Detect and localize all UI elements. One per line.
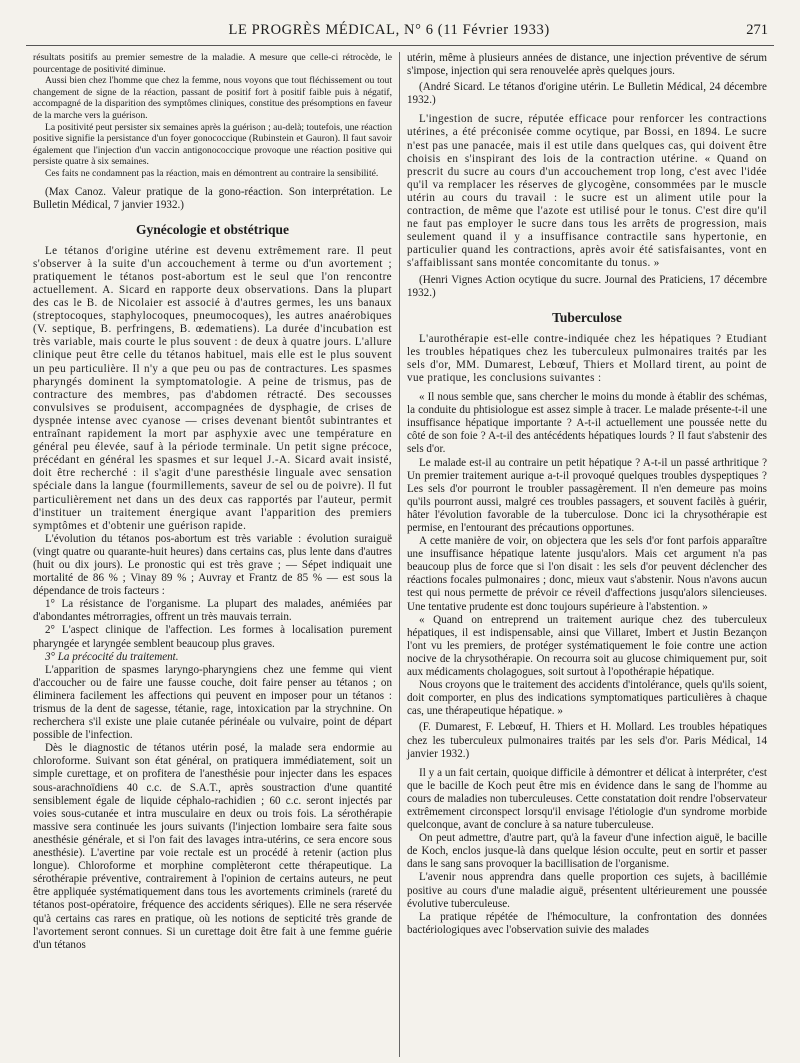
citation-vignes: (Henri Vignes Action ocytique du sucre. Journal des Praticiens, 17 décembre 1932.) [407,273,767,299]
tetanos-paragraph: Le tétanos d'origine utérine est devenu extrêmement rare. Il peut s'observer à la suite d'un accouchement à terme ou d'un avortement ; pratiquement le tétanos post-abortum est le seul que l'on rencontre actuellement. A. Sicard en rapporte deux observations. Dans la plupart des cas le B. de Nicolaier est associé à d'autres germes, les uns banaux (streptocoques, staphylocoques, pneumocoques), les autres anaérobiques (V. septique, B. perfringens, B. œdematiens). La durée d'incubation est très variable, mais courte le plus souvent : de deux à quatre jours. L'allure clinique peut être celle du tétanos habituel, mais elle est le plus souvent un peu particulière. Il n'y a que peu ou pas de contractures. Les spasmes pharyngés dominent la symptomatologie. A peine de trismus, pas de contracture des membres, pas d'abdomen rétracté. Des secousses convulsives se produisent, accompagnées de dysphagie, de crises de dyspnée intense avec cyanose — crises devenant bientôt subintrantes et entraînant rapidement la mort par asphyxie avec une température en général peu élevée, sauf à la période terminale. Un petit signe précoce, précédant en général les spasmes et sur lequel J.-A. Sicard avait insisté, doit être recherché : il s'agit d'une paresthésie linguale avec sensation spéciale dans la langue (fourmillements, saveur de sel ou de poivre). Il fut particulièrement net dans un des deux cas rapportés par l'auteur, permit d'instituer un traitement énergique avant l'apparition des premiers symptômes et d'obtenir une guérison rapide. [33,244,392,532]
diagnostic-paragraph: L'apparition de spasmes laryngo-pharyngiens chez une femme qui vient d'accoucher ou de faire une fausse couche, doit faire penser au tétanos ; on éliminera facilement les affections qui peuvent en imposer pour un tétanos : trismus de la dent de sagesse, tétanie, rage, intoxication par la strychnine. On recherchera s'il existe une plaie cutanée périnéale ou vulvaire, point de départ possible de l'infection. [33,663,392,742]
koch-paragraph-3: L'avenir nous apprendra dans quelle proportion ces sujets, à bacillémie positive au cours d'une maladie aiguë, présentent ultérieurement une poussée évolutive tuberculeuse. [407,871,767,910]
aurotherapie-quote-2: Le malade est-il au contraire un petit hépatique ? A-t-il un passé arthritique ? Un premier traitement aurique a-t-il provoqué quelques troubles dyspeptiques ? Les sels d'or pourront le troubler passagèrement. Il n'en demeure pas moins qu'ils pourront aussi, malgré ces troubles passagers, et souvent facilès à guérir, hâter l'évolution favorable de la tuberculose. Donc ici la chrysothérapie est permise, en l'entourant des précautions opportunes. [407,456,767,534]
sucre-paragraph: L'ingestion de sucre, réputée efficace pour renforcer les contractions utérines, a été préconisée comme ocytique, par Bossi, en 1894. Le sucre n'est pas une panacée, mais il est utile dans quelques cas, qui doivent être choisis en s'inspirant des lois de la contraction utérine. « Quand on prescrit du sucre au cours d'un accouchement trop long, c'est avec l'idée qu'il va remplacer les réserves de glycogène, consommées par le muscle utérin au cours du travail : le sucre est un aliment utile pour la contraction, de même que l'azote est utilisé pour le tonus. C'est dire qu'il ne faut pas employer le sucre dans tous les arrêts de progression, mais seulement quand il y a insuffisance contractile sans hypertonie, en particulier quand les contractions, après avoir été satisfaisantes, vont en s'affaiblissant sans montée concomitante du tonus. » [407,113,767,270]
page-number: 271 [746,22,768,38]
gono-text-2: Aussi bien chez l'homme que chez la femme, nous voyons que tout fléchissement ou tout changement de signe de la réaction, passant de positif fort à positif faible puis à négatif, accompagné de la disparition des symptômes cliniques, constitue des présomptions en faveur de la marche vers la guérison. [33,75,392,121]
citation-gono: (Max Canoz. Valeur pratique de la gono-réaction. Son interprétation. Le Bulletin Médical, 7 janvier 1932.) [33,185,392,211]
gono-text-4: Ces faits ne condamnent pas la réaction, mais en démontrent au contraire la sensibilité. [45,167,379,179]
factor-2: 2° L'aspect clinique de l'affection. Les formes à localisation purement pharyngée et laryngée semblent beaucoup plus graves. [33,624,392,650]
right-column [400,52,774,1057]
factor-1: 1° La résistance de l'organisme. La plupart des malades, anémiées par d'abondantes métrorragies, offrent un très mauvais terrain. [33,598,392,624]
section-title-gynecologie: Gynécologie et obstétrique [136,221,289,237]
aurotherapie-quote-4: « Quand on entreprend un traitement aurique chez des tuberculeux hépatiques, il est indispensable, ainsi que Villaret, Imbert et Justin Bezançon l'ont vu les premiers, de protéger systématiquement le foie contre une action nocive de la chrysothérapie. On recourra soit au glucose chimiquement pur, soit aux médicaments cholagogues, soit surtout à l'opothérapie hépatique. [407,613,767,679]
citation-dumarest: (F. Dumarest, F. Lebœuf, H. Thiers et H. Mollard. Les troubles hépatiques chez les tuberculeux pulmonaires traités par les sels d'or. Paris Médical, 14 janvier 1932.) [407,721,767,760]
journal-title: LE PROGRÈS MÉDICAL, N° 6 (11 Février 1933) [228,22,550,38]
treatment-paragraph: Dès le diagnostic de tétanos utérin posé, la malade sera endormie au chloroforme. Suivant son état général, on pratiquera immédiatement, soit un simple curettage, et on profitera de l'anesthésie pour injecter dans les espaces sous-arachnoïdiens 40 c.c. de S.A.T., après soustraction d'une quantité sensiblement égale de liquide céphalo-rachidien ; 60 c.c. seront injectés par voies sous-cutanée et intra musculaire en deux ou trois fois. La sérothérapie massive sera continuée les jours suivants (l'injection lombaire sera faite sous anesthésie générale, et si l'on fait des lavages intra-utérins, ce sera encore sous anesthésie). L'avertine par voie rectale est un procédé à retenir (action plus longue). Chloroforme et morphine complèteront cette thérapeutique. La sérothérapie préventive, contrairement à l'opinion de certains auteurs, ne peut être appliquée systématiquement dans tous les avortements criminels (rareté du tétanos post-opératoire, fréquence des accidents sériques). Elle ne sera réservée qu'à certains cas rares en pratique, où les notions de septicité très grande de l'avortement seront connues. Si un curettage doit être fait à une femme guérie d'un tétanos [33,742,392,951]
koch-paragraph-2: On peut admettre, d'autre part, qu'à la faveur d'une infection aiguë, le bacille de Koch, enclos jusque-là dans quelque lésion occulte, peut en sortir et passer dans le sang sans provoquer la bacillisation de l'organisme. [407,832,767,871]
factor-3: 3° La précocité du traitement. [45,650,179,663]
aurotherapie-quote-3: A cette manière de voir, on objectera que les sels d'or font parfois apparaître une insuffisance hépatique latente jusqu'alors. Mais cet argument n'a pas beaucoup plus de force que si l'on disait : les sels d'or peuvent déclencher des réactions focales pulmonaires ; donc, mieux vaut s'abstenir. Nous n'avons aucun test qui nous permette de prévoir ce réveil d'affections jusqu'alors silencieuses. Une tentative prudente est donc toujours supérieure à l'abstention. » [407,535,767,613]
section-title-tuberculose: Tuberculose [552,309,622,325]
koch-paragraph-4: La pratique répétée de l'hémoculture, la confrontation des données bactériologiques avec l'observation suivie des malades [407,910,767,936]
gono-text-1: résultats positifs au premier semestre de la maladie. A mesure que celle-ci rétrocède, le pourcentage de positivité diminue. [33,52,392,75]
gono-text-3: La positivité peut persister six semaines après la guérison ; au-delà; toutefois, une réaction positive signifie la persistance d'un foyer gonococcique (Rubinstein et Gauron). Il faut savoir également que l'injection d'un vaccin antigonococcique provoque une réaction positive qui persiste quatre à six semaines. [33,121,392,168]
left-column [26,52,400,1057]
uterin-continuation: utérin, même à plusieurs années de distance, une injection préventive de sérum s'impose, injection qui sera renouvelée après quelques jours. [407,52,767,78]
aurotherapie-quote-5: Nous croyons que le traitement des accidents d'intolérance, quels qu'ils soient, doit comporter, en plus des indications symptomatiques particulières à chaque cas, une thérapeutique hépatique. » [407,679,767,718]
citation-sicard: (André Sicard. Le tétanos d'origine utérin. Le Bulletin Médical, 24 décembre 1932.) [407,81,767,107]
evolution-paragraph: L'évolution du tétanos pos-abortum est très variable : évolution suraiguë (vingt quatre ou quarante-huit heures) dans certains cas, plus lente dans d'autres (huit ou dix jours). Le pronostic qui est très grave ; — Sépet indiquait une mortalité de 86 % ; Vinay 89 % ; Auvray et Frantz de 85 % — est sous la dépendance de trois facteurs : [33,532,392,598]
aurotherapie-quote-1: « Il nous semble que, sans chercher le moins du monde à établir des schémas, la conduite du phtisiologue est assez simple à tracer. Le malade présente-t-il une insuffisance hépatique importante ? A-t-il actuellement une poussée nette du côté de son foie ? A-t-il des antécédents hépatiques lourds ? Il faut s'abstenir des sels d'or. [407,391,767,456]
page-header [26,22,774,46]
koch-paragraph-1: Il y a un fait certain, quoique difficile à démontrer et délicat à interpréter, c'est que le bacille de Koch peut être mis en évidence dans le sang de l'homme au cours de maladies non tuberculeuses. Cette constatation doit rendre l'observateur extrêmement circonspect lorsqu'il envisage l'étiologie d'un syndrome morbide quelconque, avant de conclure à sa nature tuberculeuse. [407,766,767,832]
aurotherapie-paragraph: L'aurothérapie est-elle contre-indiquée chez les hépatiques ? Etudiant les troubles hépatiques chez les tuberculeux pulmonaires traités par les sels d'or, MM. Dumarest, Lebœuf, Thiers et Mollard tirent, au point de vue pratique, les conclusions suivantes : [407,332,767,384]
